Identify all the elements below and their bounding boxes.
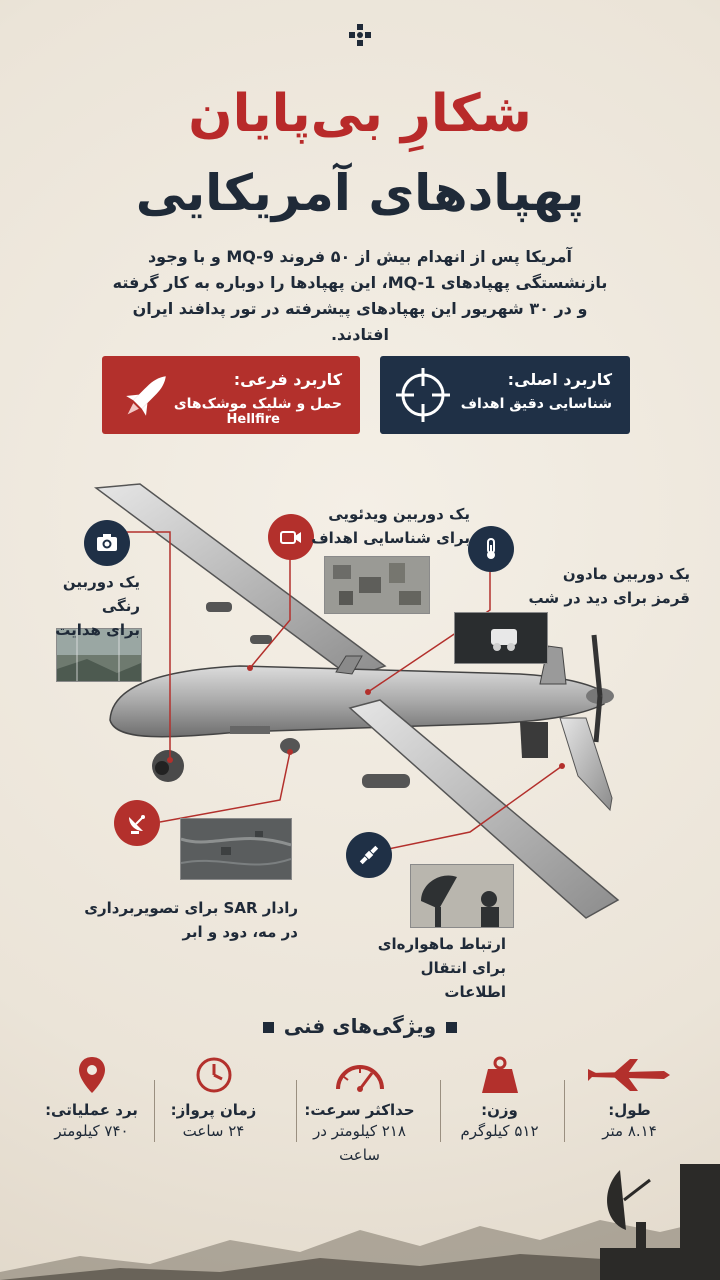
spec-operational-range — [34, 1055, 149, 1143]
sar-radar-label — [64, 896, 298, 944]
thermometer-icon — [479, 537, 503, 561]
video-camera-line-2: برای شناسایی اهداف — [311, 529, 470, 547]
color-camera-label — [20, 570, 140, 642]
primary-use-title: کاربرد اصلی: — [507, 370, 612, 389]
spec-divider-2 — [440, 1080, 441, 1142]
agency-logo-icon — [349, 24, 371, 46]
satellite-link-line-2: برای انتقال اطلاعات — [420, 959, 506, 1001]
satellite-link-label — [356, 932, 506, 1004]
video-camera-label — [300, 502, 470, 550]
satellite-link-line-1: ارتباط ماهواره‌ای — [377, 935, 506, 953]
specs-title — [0, 1014, 720, 1038]
title-line-1: شکارِ بی‌پایان — [188, 84, 532, 144]
satellite-link-photo — [410, 864, 514, 928]
clock-icon — [194, 1055, 234, 1095]
spec-divider-1 — [564, 1080, 565, 1142]
missile-icon — [114, 364, 178, 428]
infrared-camera-line-1: یک دوربین مادون — [562, 565, 690, 583]
intro-paragraph: آمریکا پس از انهدام بیش از ۵۰ فروند MQ-9 و با وجود بازنشستگی پهپادهای MQ-1، این پهپادها را دوباره به کار گرفته و در ۳۰ شهریور این پهپادهای پیشرفته در تور پدافند ایران افتادند. — [112, 247, 608, 344]
spec-flight-time-value: ۲۴ ساعت — [182, 1122, 245, 1140]
video-camera-photo — [324, 556, 430, 614]
title-line-2: پهپادهای آمریکایی — [135, 164, 585, 222]
camera-icon — [95, 531, 119, 555]
color-camera-line-2: برای هدایت — [55, 621, 140, 639]
speedometer-icon — [334, 1055, 386, 1095]
primary-use-card — [380, 356, 630, 434]
spec-divider-4 — [154, 1080, 155, 1142]
infrared-camera-photo — [454, 612, 548, 664]
primary-use-text: شناسایی دقیق اهداف — [460, 396, 612, 412]
secondary-use-text: حمل و شلیک موشک‌های — [173, 396, 342, 412]
secondary-use-title: کاربرد فرعی: — [233, 370, 342, 389]
crosshair-icon — [394, 366, 452, 424]
spec-range-label: برد عملیاتی: — [45, 1101, 138, 1119]
sar-radar-line-2: در مه، دود و ابر — [182, 923, 298, 941]
satellite-link-badge — [346, 832, 392, 878]
drone-icon — [584, 1055, 676, 1095]
infrared-camera-line-2: قرمز برای دید در شب — [528, 589, 690, 607]
satellite-icon — [357, 843, 381, 867]
sar-radar-line-1: رادار SAR برای تصویربرداری — [84, 899, 298, 917]
spec-divider-3 — [296, 1080, 297, 1142]
spec-length — [572, 1055, 687, 1143]
spec-length-value: ۸.۱۴ متر — [602, 1122, 657, 1140]
specs-title-text: ویژگی‌های فنی — [283, 1014, 437, 1038]
spec-max-speed-value: ۲۱۸ کیلومتر در ساعت — [313, 1122, 406, 1164]
color-camera-badge — [84, 520, 130, 566]
sar-radar-photo — [180, 818, 292, 880]
spec-range-value: ۷۴۰ کیلومتر — [54, 1122, 129, 1140]
infrared-camera-label — [476, 562, 690, 610]
secondary-use-card — [102, 356, 360, 434]
spec-flight-time — [156, 1055, 271, 1143]
spec-weight-label: وزن: — [481, 1101, 518, 1119]
title-square-right — [446, 1022, 457, 1033]
location-pin-icon — [77, 1055, 107, 1095]
mountain-background — [0, 1160, 720, 1280]
radar-dish-icon — [125, 811, 149, 835]
spec-length-label: طول: — [608, 1101, 651, 1119]
video-camera-line-1: یک دوربین ویدئویی — [328, 505, 470, 523]
spec-max-speed-label: حداکثر سرعت: — [304, 1101, 415, 1119]
sar-radar-badge — [114, 800, 160, 846]
color-camera-line-1: یک دوربین رنگی — [62, 573, 140, 615]
spec-weight — [442, 1055, 557, 1143]
weight-icon — [480, 1055, 520, 1095]
spec-max-speed — [302, 1055, 417, 1167]
title-square-left — [263, 1022, 274, 1033]
secondary-use-weapon: Hellfire — [226, 412, 280, 427]
spec-weight-value: ۵۱۲ کیلوگرم — [460, 1122, 539, 1140]
spec-flight-time-label: زمان پرواز: — [170, 1101, 257, 1119]
